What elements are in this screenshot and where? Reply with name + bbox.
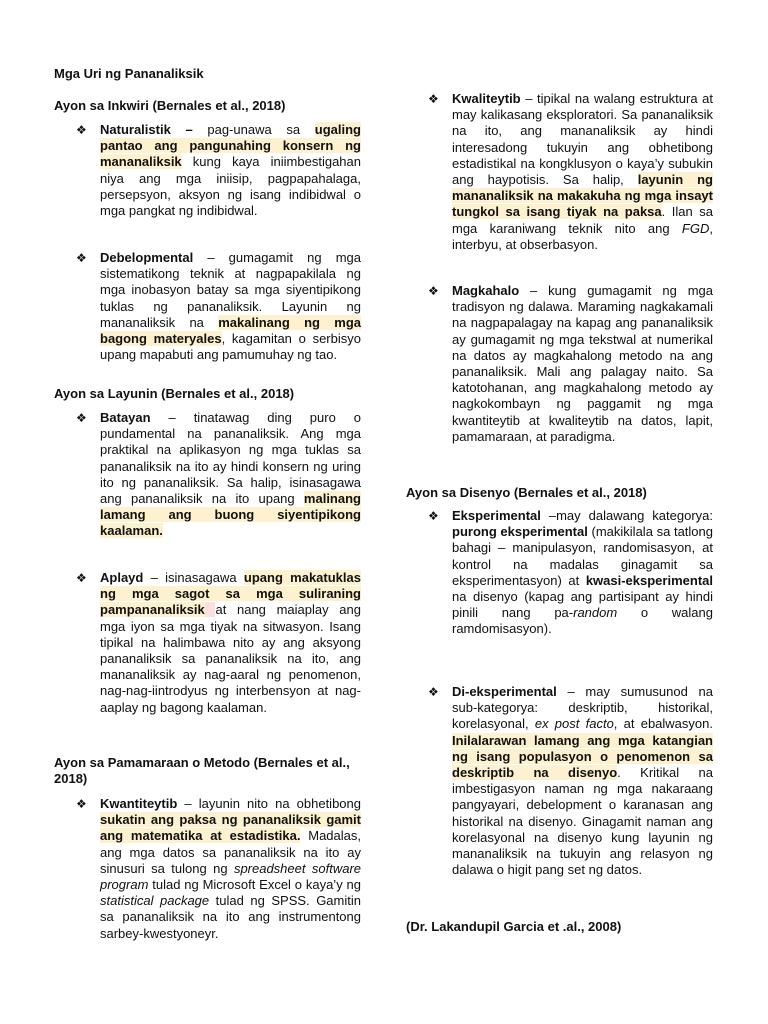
diamond-bullet-icon: ❖ — [76, 411, 87, 425]
term-kwaliteytib: Kwaliteytib — [452, 91, 521, 106]
entry-magkahalo: ❖ Magkahalo – kung gumagamit ng mga tradisyon ng dalawa. Maraming nagkakamali na nagpapalagay na kapag ang pananaliksik ay gumagamit ng mga tekstwal at numerikal na datos ay magkahalong metodo na ang pananaliksik. Mali ang palagay naito. Sa katotohanan, ang magkahalong metodo ay nagkokombayn ng paggamit ng mga kwantiteytib at kwaliteytib na datos, lapit, pamamaraan, at paradigma. — [428, 283, 713, 444]
diamond-bullet-icon: ❖ — [76, 571, 87, 585]
diamond-bullet-icon: ❖ — [76, 251, 87, 265]
highlight: makalinang ng mga bagong materyales — [100, 314, 361, 347]
highlight: sukatin ang paksa ng pananaliksik gamit ang matematika at estadistika. — [100, 812, 361, 844]
document-title: Mga Uri ng Pananaliksik — [54, 66, 204, 81]
term-kwantiteytib: Kwantiteytib — [100, 796, 178, 811]
diamond-bullet-icon: ❖ — [428, 685, 439, 699]
entry-kwantiteytib: ❖ Kwantiteytib – layunin nito na obhetibong sukatin ang paksa ng pananaliksik gamit ang matematika at estadistika. Madalas, ang mga datos sa pananaliksik na ito ay sinusuri sa tulong ng spreadsheet software program tulad ng Microsoft Excel o kaya’y ng statistical package tulad ng SPSS. Gamitin sa pananaliksik na ito ang instrumentong sarbey-kwestyoneyr. — [76, 796, 361, 941]
term-eksperimental: Eksperimental — [452, 508, 541, 523]
diamond-bullet-icon: ❖ — [428, 284, 439, 298]
highlight: ugaling pantao ang pangunahing konsern ng mananaliksik — [100, 122, 361, 170]
entry-batayan: ❖ Batayan – tinatawag ding puro o pundamental na pananaliksik. Ang mga praktikal na aplikasyon ng mga tuklas sa pananaliksik na ito ay hindi konsern ng uring ito ng pananaliksik. Sa halip, isinasagawa ang pananaliksik na ito upang malinang lamang ang buong siyentipikong kaalaman. — [76, 410, 361, 539]
diamond-bullet-icon: ❖ — [76, 123, 87, 137]
heading-pamamaraan: Ayon sa Pamamaraan o Metodo (Bernales et al., 2018) — [54, 755, 350, 787]
heading-layunin: Ayon sa Layunin (Bernales et al., 2018) — [54, 386, 295, 401]
diamond-bullet-icon: ❖ — [428, 509, 439, 523]
heading-disenyo: Ayon sa Disenyo (Bernales et al., 2018) — [406, 485, 647, 500]
entry-naturalistik: ❖ Naturalistik – pag-unawa sa ugaling pantao ang pangunahing konsern ng mananaliksik kung kaya iniimbestigahan niya ang mga iniisip, pagpapahalaga, persepsyon, aksyon ng isang indibidwal o mga pangkat ng indibidwal. — [76, 122, 361, 219]
term-naturalistik: Naturalistik – — [100, 122, 193, 137]
highlight: upang makatuklas ng mga sagot sa mga suliraning pampananaliksik — [100, 570, 361, 618]
term-magkahalo: Magkahalo — [452, 283, 520, 298]
entry-eksperimental: ❖ Eksperimental –may dalawang kategorya: purong eksperimental (makikilala sa tatlong bahagi – manipulasyon, randomisasyon, at kontrol na madalas ginagamit sa eksperimentasyon) at kwasi-eksperimental na disenyo (kapag ang partisipant ay hindi pinili nang pa-random o walang ramdomisasyon). — [428, 508, 713, 637]
term-aplayd: Aplayd — [100, 570, 144, 585]
diamond-bullet-icon: ❖ — [428, 92, 439, 106]
term-batayan: Batayan — [100, 410, 151, 425]
term-dieksperimental: Di-eksperimental — [452, 684, 557, 699]
highlight: layunin ng mananaliksik na makakuha ng mga insayt tungkol sa isang tiyak na paksa — [452, 172, 713, 220]
entry-dieksperimental: ❖ Di-eksperimental – may sumusunod na sub-kategorya: deskriptib, historikal, korelasyonal, ex post facto, at ebalwasyon. Inilalarawan lamang ang mga katangian ng isang populasyon o penomenon sa deskriptib na disenyo. Kritikal na imbestigasyon naman ng mga nakaraang pangyayari, debelopment o karanasan ang historikal na disenyo. Ginagamit naman ang korelasyonal na disenyo kung layunin ng mananaliksik na tukuyin ang relasyon ng dalawa o higit pang set ng datos. — [428, 684, 713, 878]
entry-kwaliteytib: ❖ Kwaliteytib – tipikal na walang estruktura at may kalikasang eksploratori. Sa pananaliksik na ito, ang mananaliksik ay hindi interesadong tukuyin ang obhetibong estadistikal na kongklusyon o kaya’y subukin ang haypotisis. Sa halip, layunin ng mananaliksik na makakuha ng mga insayt tungkol sa isang tiyak na paksa. Ilan sa mga karaniwang teknik nito ang FGD, interbyu, at obserbasyon. — [428, 91, 713, 252]
pink-mark — [205, 602, 216, 617]
heading-inkwiri: Ayon sa Inkwiri (Bernales et al., 2018) — [54, 98, 286, 113]
entry-debelopmental: ❖ Debelopmental – gumagamit ng mga sistematikong teknik at nagpapakilala ng mga inobasyon batay sa mga siyentipikong tuklas ng pananaliksik. Layunin ng mananaliksik na makalinang ng mga bagong materyales, kagamitan o serbisyo upang mapabuti ang pamumuhay ng tao. — [76, 250, 361, 363]
highlight: Inilalarawan lamang ang mga katangian ng isang populasyon o penomenon sa deskriptib na disenyo — [452, 732, 713, 781]
entry-aplayd: ❖ Aplayd – isinasagawa upang makatuklas ng mga sagot sa mga suliraning pampananaliksik at nang maiaplay ang mga iyon sa mga tiyak na sitwasyon. Isang tipikal na halimbawa nito ay ang aksyong pananaliksik sa pananaliksik na ito, ang mananaliksik ay nag-aaral ng penomenon, nag-nag-iintrodyus ng interbensyon at nag-aaplay ng bagong kaalaman. — [76, 570, 361, 715]
term-debelopmental: Debelopmental — [100, 250, 194, 265]
source-citation: (Dr. Lakandupil Garcia et .al., 2008) — [406, 919, 622, 934]
diamond-bullet-icon: ❖ — [76, 797, 87, 811]
highlight: malinang lamang ang buong siyentipikong kaalaman. — [100, 491, 361, 539]
